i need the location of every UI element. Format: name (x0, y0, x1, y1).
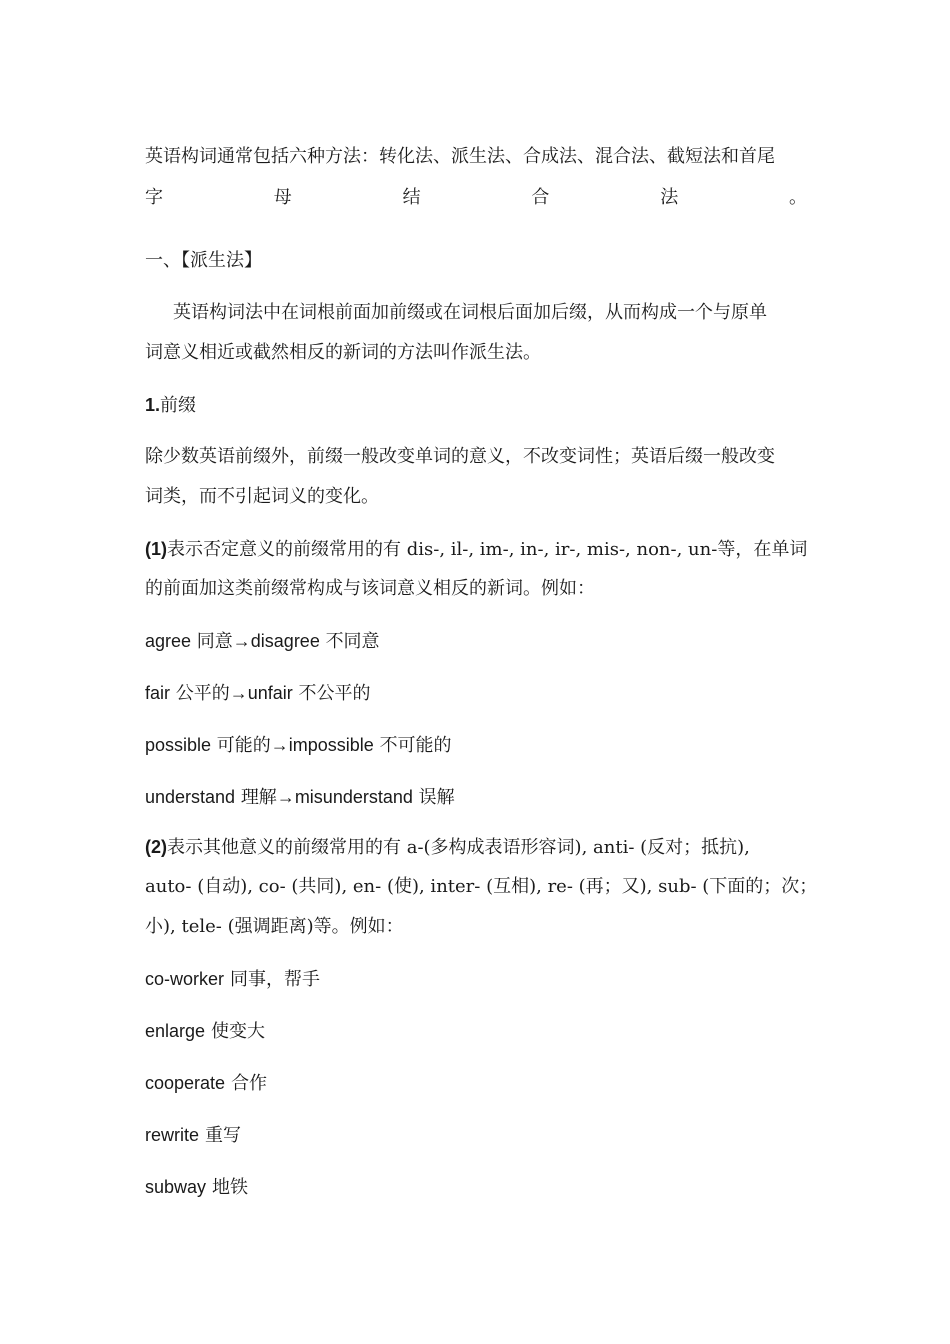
example-meaning: 同事，帮手 (230, 969, 321, 990)
section-heading: 一、【派生法】 (145, 250, 262, 271)
example-derived: unfair (247, 683, 293, 703)
example-derived-meaning: 不同意 (325, 631, 380, 652)
example-derived-meaning: 不可能的 (379, 735, 452, 756)
example-word: rewrite (145, 1125, 200, 1145)
item1-number: (1) (145, 539, 167, 559)
word-example (145, 1123, 807, 1148)
intro-line-1: 英语构词通常包括六种方法：转化法、派生法、合成法、混合法、截短法和首尾 (145, 146, 775, 167)
intro-char: 母 (273, 187, 292, 208)
intro-char: 结 (402, 187, 421, 208)
arrow-icon: → (270, 735, 289, 755)
example-derived-meaning: 不公平的 (298, 683, 371, 704)
item2-text: 表示其他意义的前缀常用的有 a-(多构成表语形容词), anti- (反对；抵抗), (167, 837, 750, 858)
word-example (145, 1019, 807, 1044)
arrow-icon: → (232, 631, 251, 651)
subsection-number: 1. (145, 395, 161, 415)
word-example (145, 1175, 807, 1200)
item2-line-3: 小), tele- (强调距离)等。例如： (145, 916, 404, 937)
prefix-note-line-2: 词类，而不引起词义的变化。 (145, 486, 379, 507)
arrow-icon: → (229, 683, 248, 703)
intro-line-2 (145, 186, 807, 210)
example-row (145, 785, 807, 810)
example-base: possible (145, 735, 212, 755)
example-derived: disagree (250, 631, 320, 651)
example-meaning: 使变大 (211, 1021, 266, 1042)
example-base: fair (145, 683, 171, 703)
example-base: agree (145, 631, 192, 651)
intro-char: 合 (531, 187, 550, 208)
subsection-heading (145, 393, 807, 418)
item1-text: 表示否定意义的前缀常用的有 dis-, il-, im-, in-, ir-, mis-, non-, un-等，在单词 (167, 539, 808, 560)
item2-line-2: auto- (自动), co- (共同), en- (使), inter- (互相), re- (再；又), sub- (下面的；次； (145, 876, 818, 897)
item2-line-1 (145, 835, 807, 860)
intro-char: 法 (660, 187, 679, 208)
example-base-meaning: 同意 (196, 631, 233, 652)
example-row (145, 629, 807, 654)
example-derived: misunderstand (294, 787, 413, 807)
item1-line-2: 的前面加这类前缀常构成与该词意义相反的新词。例如： (145, 578, 595, 599)
arrow-icon: → (276, 787, 295, 807)
example-derived-meaning: 误解 (418, 787, 455, 808)
example-meaning: 合作 (231, 1073, 268, 1094)
item1-line-1 (145, 537, 807, 562)
example-row (145, 681, 807, 706)
example-word: enlarge (145, 1021, 206, 1041)
example-meaning: 重写 (205, 1125, 242, 1146)
example-word: cooperate (145, 1073, 226, 1093)
example-base-meaning: 理解 (240, 787, 277, 808)
example-word: subway (145, 1177, 207, 1197)
intro-char: 。 (788, 187, 807, 208)
definition-line-1: 英语构词法中在词根前面加前缀或在词根后面加后缀，从而构成一个与原单 (173, 302, 767, 323)
example-meaning: 地铁 (212, 1177, 249, 1198)
example-derived: impossible (288, 735, 374, 755)
item2-number: (2) (145, 837, 167, 857)
word-example (145, 1071, 807, 1096)
example-row (145, 733, 807, 758)
definition-line-2: 词意义相近或截然相反的新词的方法叫作派生法。 (145, 342, 541, 363)
word-example (145, 967, 807, 992)
example-base-meaning: 公平的 (175, 683, 230, 704)
example-word: co-worker (145, 969, 225, 989)
intro-char: 字 (145, 187, 163, 208)
example-base-meaning: 可能的 (216, 735, 271, 756)
example-base: understand (145, 787, 236, 807)
prefix-note-line-1: 除少数英语前缀外，前缀一般改变单词的意义，不改变词性；英语后缀一般改变 (145, 446, 775, 467)
subsection-title: 前缀 (160, 395, 197, 416)
